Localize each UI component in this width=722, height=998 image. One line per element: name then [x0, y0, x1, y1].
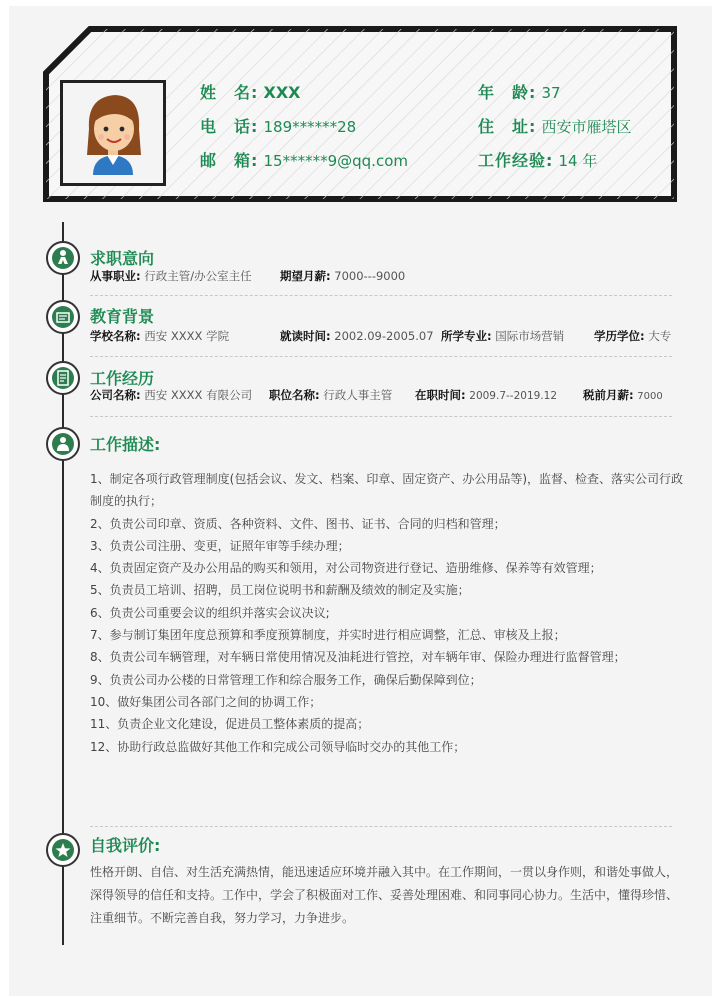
school-value: 西安 XXXX 学院 — [144, 329, 230, 343]
tenure-value: 2009.7--2019.12 — [469, 390, 558, 402]
position-label: 职位名称: — [269, 388, 320, 402]
name-label: 姓 名: — [200, 83, 259, 102]
intent-icon-circle — [46, 241, 80, 275]
age-label: 年 龄: — [478, 83, 537, 102]
period-label: 就读时间: — [280, 329, 331, 343]
name-row — [200, 80, 301, 103]
education-title: 教育背景 — [90, 307, 155, 326]
major-label: 所学专业: — [441, 329, 492, 343]
description-item: 4、负责固定资产及办公用品的购买和领用，对公司物资进行登记、造册维修、保养等有效管理； — [90, 561, 602, 576]
description-item: 3、负责公司注册、变更，证照年审等手续办理； — [90, 538, 350, 553]
experience-years-label: 工作经验: — [478, 151, 554, 170]
person-icon — [52, 247, 74, 269]
description-item: 8、负责公司车辆管理，对车辆日常使用情况及油耗进行管控，对车辆年审、保险办理进行监督管理； — [90, 650, 626, 665]
email-row — [200, 148, 408, 171]
description-item: 6、负责公司重要会议的组织并落实会议决议; — [90, 605, 330, 620]
pay-value: 7000 — [637, 391, 663, 402]
experience-tenure — [415, 387, 557, 403]
education-icon — [52, 306, 74, 328]
experience-icon-circle — [46, 361, 80, 395]
avatar — [60, 80, 166, 186]
tenure-label: 在职时间: — [415, 388, 466, 402]
worker-icon — [52, 433, 74, 455]
company-label: 公司名称: — [90, 388, 141, 402]
experience-company — [90, 387, 252, 403]
document-icon — [52, 367, 74, 389]
intent-salary — [280, 268, 405, 284]
education-school — [90, 328, 229, 344]
star-icon — [52, 839, 74, 861]
self-eval-icon-circle — [46, 833, 80, 867]
description-item: 10、做好集团公司各部门之间的协调工作； — [90, 694, 322, 709]
description-title: 工作描述: — [90, 435, 161, 454]
email-value: 15******9@qq.com — [263, 152, 408, 170]
age-row — [478, 80, 561, 103]
salary-label: 期望月薪: — [280, 269, 331, 283]
description-list — [90, 468, 685, 758]
experience-pay — [583, 387, 663, 403]
phone-label: 电 话: — [200, 117, 259, 136]
school-label: 学校名称: — [90, 329, 141, 343]
degree-value: 大专 — [648, 329, 672, 343]
phone-row — [200, 114, 356, 137]
education-period — [280, 328, 434, 344]
education-major — [441, 328, 564, 344]
divider — [90, 356, 672, 357]
company-value: 西安 XXXX 有限公司 — [144, 388, 253, 402]
email-label: 邮 箱: — [200, 151, 259, 170]
divider — [90, 416, 672, 417]
name-value: XXX — [263, 83, 301, 102]
description-item: 2、负责公司印章、资质、各种资料、文件、图书、证书、合同的归档和管理； — [90, 516, 506, 531]
intent-job — [90, 268, 252, 284]
experience-years-value: 14 年 — [558, 152, 598, 170]
address-row — [478, 114, 632, 137]
job-value: 行政主管/办公室主任 — [144, 269, 252, 283]
description-item: 7、参与制订集团年度总预算和季度预算制度，并实时进行相应调整，汇总、审核及上报； — [90, 628, 566, 643]
pay-label: 税前月薪: — [583, 388, 634, 402]
experience-years-row — [478, 148, 597, 171]
self-eval-text: 性格开朗、自信、对生活充满热情，能迅速适应环境并融入其中。在工作期间，一贯以身作则，和谐处事做人，深得领导的信任和支持。工作中，学会了积极面对工作、妥善处理困难、和同事同心协力。生活中，懂得珍惜、注重细节。不断完善自我，努力学习，力争进步。 — [90, 865, 679, 925]
description-item: 1、制定各项行政管理制度(包括会议、发文、档案、印章、固定资产、办公用品等)，监督、检查、落实公司行政制度的执行； — [90, 472, 684, 509]
intent-title: 求职意向 — [90, 249, 155, 268]
description-icon-circle — [46, 427, 80, 461]
description-item: 12、协助行政总监做好其他工作和完成公司领导临时交办的其他工作； — [90, 739, 466, 754]
avatar-portrait-icon — [63, 83, 163, 183]
experience-title: 工作经历 — [90, 369, 155, 388]
phone-value: 189******28 — [263, 118, 357, 136]
description-item: 11、负责企业文化建设，促进员工整体素质的提高； — [90, 717, 370, 732]
job-label: 从事职业: — [90, 269, 141, 283]
salary-value: 7000---9000 — [334, 269, 406, 283]
divider — [90, 826, 672, 827]
education-degree — [594, 328, 671, 344]
description-item: 5、负责员工培训、招聘，员工岗位说明书和薪酬及绩效的制定及实施； — [90, 583, 470, 598]
degree-label: 学历学位: — [594, 329, 645, 343]
self-eval-title: 自我评价: — [90, 836, 161, 855]
experience-position — [269, 387, 392, 403]
divider — [90, 295, 672, 296]
education-icon-circle — [46, 300, 80, 334]
major-value: 国际市场营销 — [495, 329, 565, 343]
age-value: 37 — [541, 84, 561, 102]
description-item: 9、负责公司办公楼的日常管理工作和综合服务工作，确保后勤保障到位； — [90, 672, 482, 687]
period-value: 2002.09-2005.07 — [334, 329, 434, 343]
address-value: 西安市雁塔区 — [541, 118, 632, 136]
position-value: 行政人事主管 — [323, 388, 393, 402]
address-label: 住 址: — [478, 117, 537, 136]
